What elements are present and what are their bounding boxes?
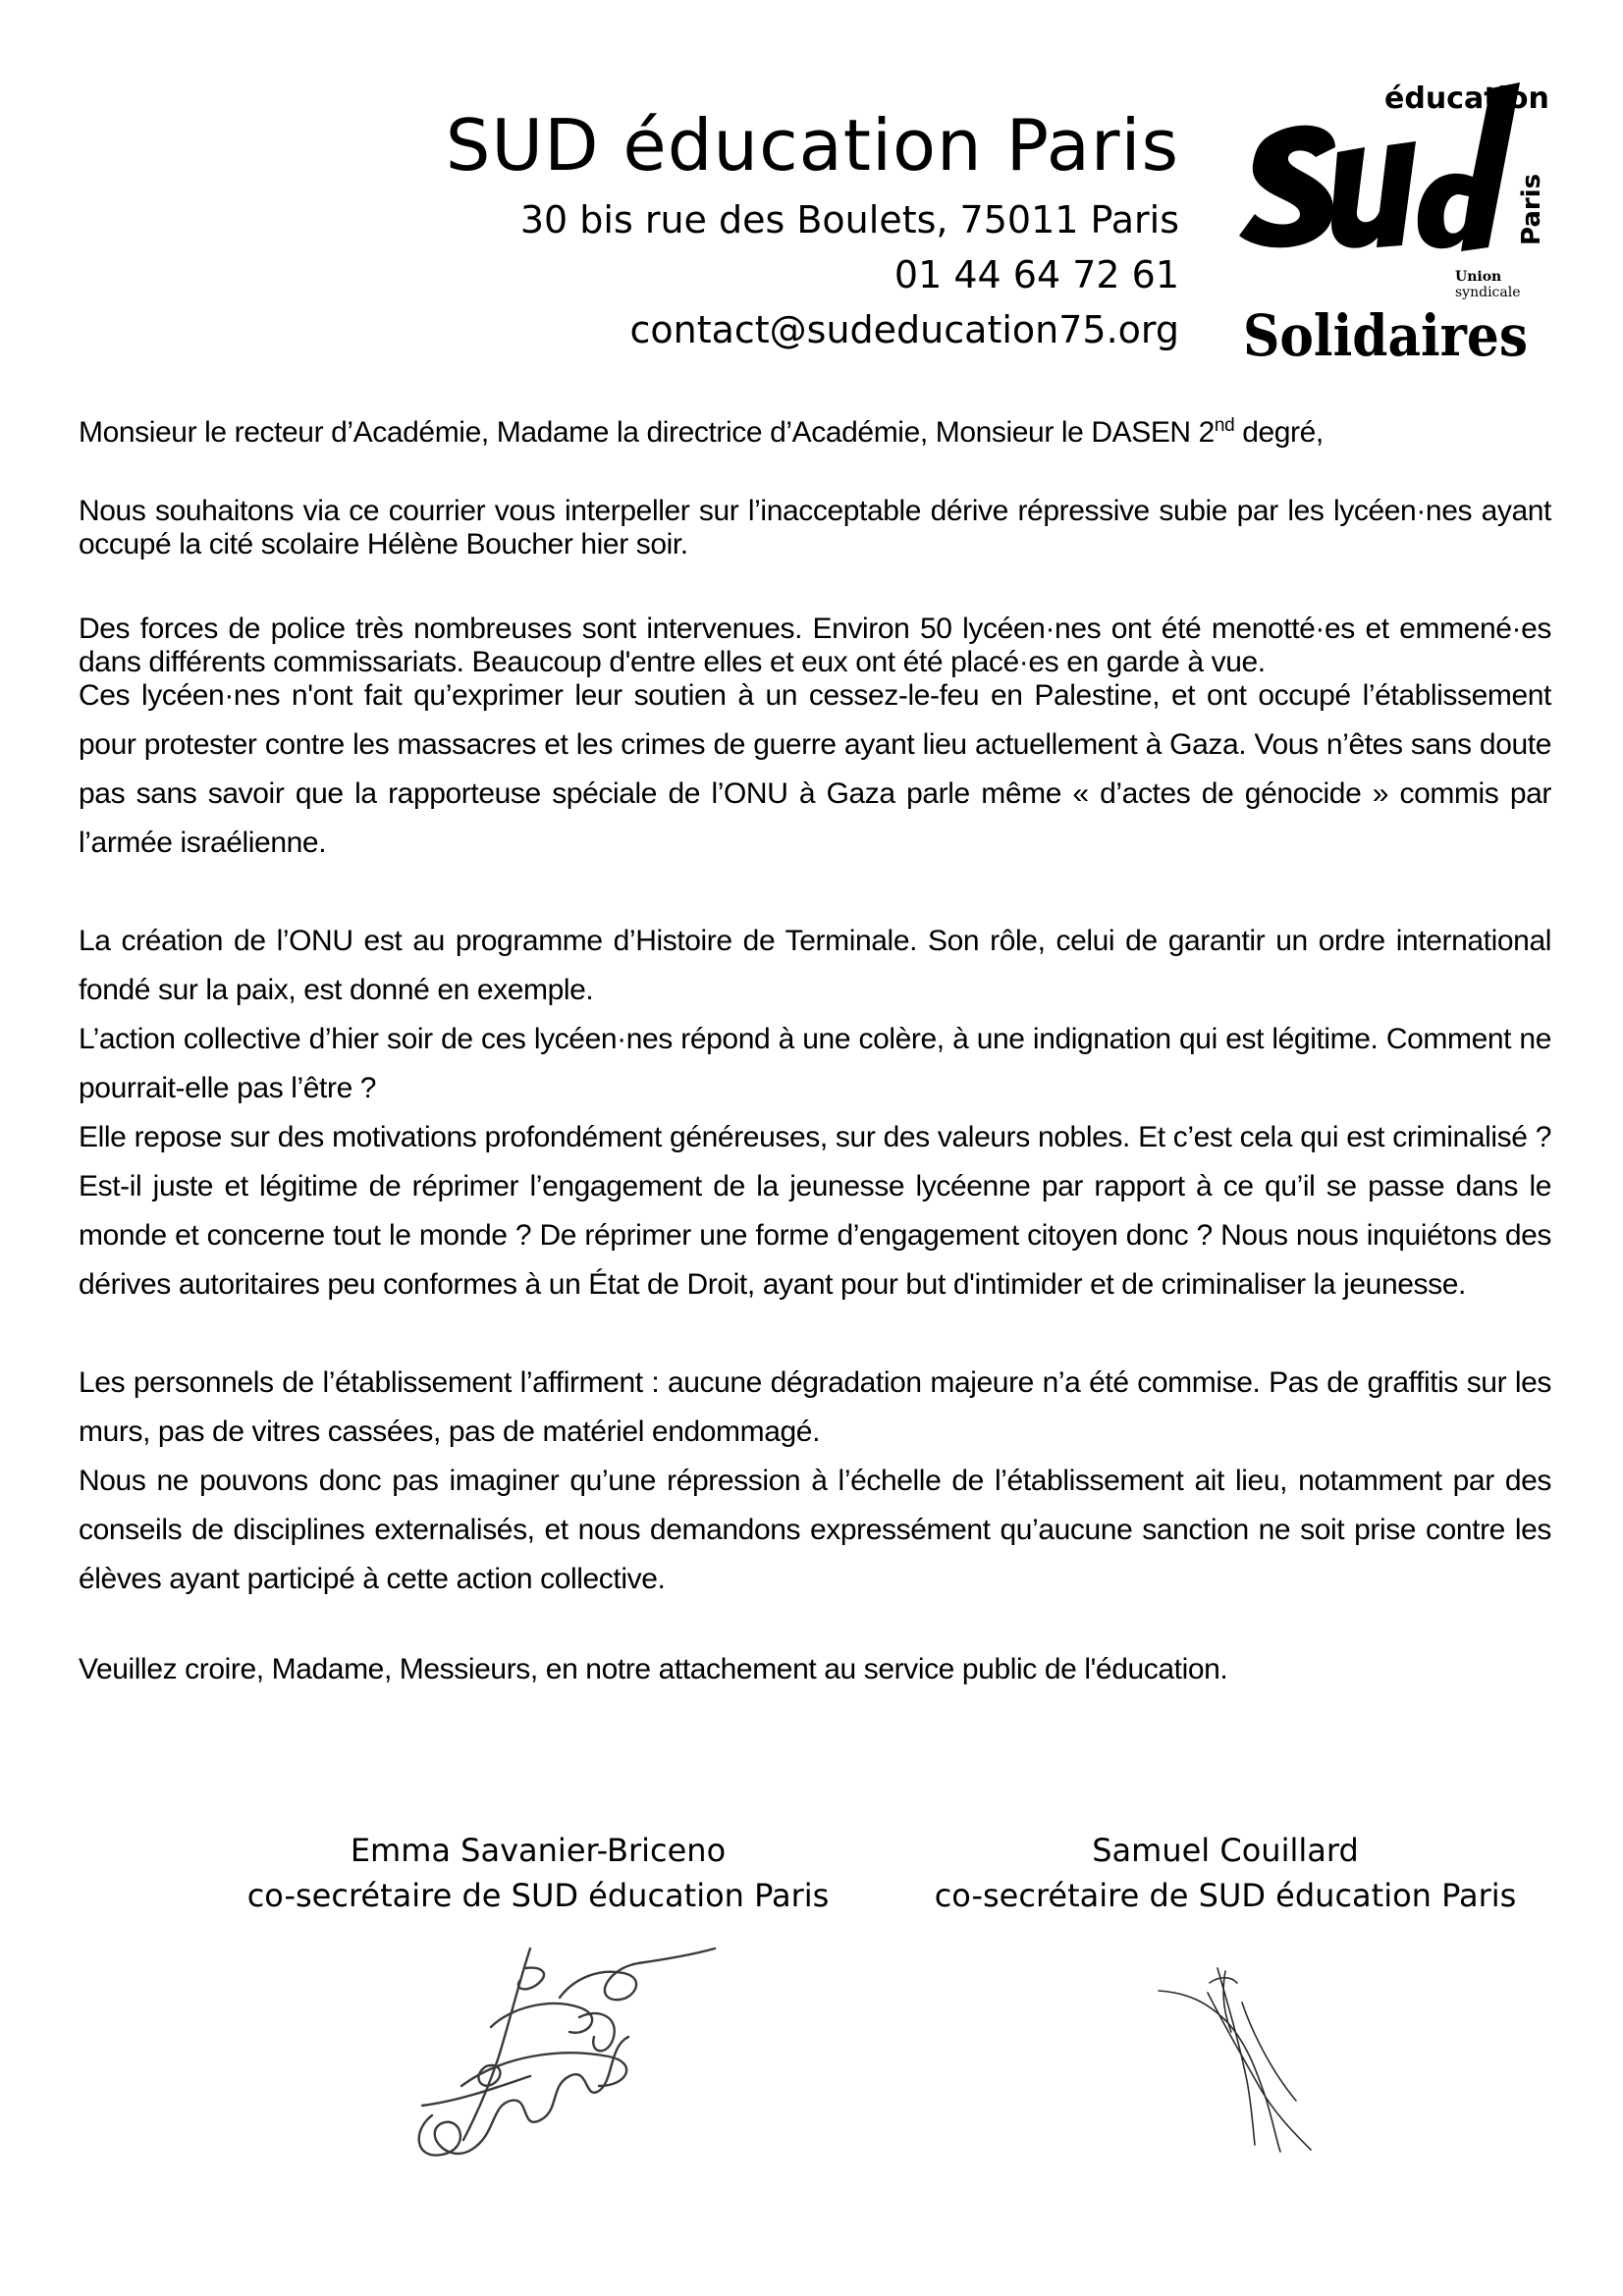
- sud-logo-mark: [1239, 81, 1549, 369]
- paragraph-7: Les personnels de l’établissement l’affirment : aucune dégradation majeure n’a été commise. Pas de graffitis sur les murs, pas de vitres cassées, pas de matériel endommagé.: [79, 1366, 1551, 1448]
- signature-1: [403, 1939, 727, 2174]
- signatory-2: [882, 1828, 1569, 1918]
- logo-education-word: éducation: [1384, 81, 1549, 116]
- org-phone: 01 44 64 72 61: [893, 253, 1179, 296]
- salutation: [79, 416, 1551, 450]
- paragraph-8: Nous ne pouvons donc pas imaginer qu’une répression à l’échelle de l’établissement ait lieu, notamment par des conseils de disciplines externalisés, et nous demandons expressément qu’aucune sanction ne soit prise contre les élèves ayant participé à cette action collective.: [79, 1465, 1551, 1595]
- signatory-1-name: Emma Savanier-Briceno: [350, 1832, 727, 1869]
- logo-paris-word: Paris: [1517, 173, 1546, 245]
- paragraph-3: Ces lycéen·nes n'ont fait qu’exprimer leur soutien à un cessez-le-feu en Palestine, et ont occupé l’établissement pour protester contre les massacres et les crimes de guerre ayant lieu actuellement à Gaza. Vous n’êtes sans doute pas sans savoir que la rapporteuse spéciale de l’ONU à Gaza parle même « d’actes de génocide » commis par l’armée israélienne.: [79, 679, 1551, 859]
- org-name: SUD éducation Paris: [445, 104, 1179, 187]
- salutation-superscript: nd: [1214, 415, 1235, 436]
- logo-union-word: Union: [1455, 269, 1502, 285]
- signatory-1-role: co-secrétaire de SUD éducation Paris: [246, 1877, 830, 1914]
- paragraph-1: Nous souhaitons via ce courrier vous interpeller sur l’inacceptable dérive répressive subie par les lycéen·nes ayant occupé la cité scolaire Hélène Boucher hier soir.: [79, 495, 1551, 561]
- logo-syndicale-word: syndicale: [1455, 285, 1521, 300]
- signature-2: [1149, 1963, 1365, 2160]
- letterhead: [446, 98, 1179, 357]
- closing: Veuillez croire, Madame, Messieurs, en notre attachement au service public de l'éducation.: [79, 1653, 1228, 1685]
- logo-solidaires-word: Solidaires: [1243, 302, 1528, 369]
- letter-body: [79, 416, 1551, 1686]
- signatory-1: [194, 1828, 882, 1918]
- org-address: 30 bis rue des Boulets, 75011 Paris: [519, 198, 1179, 241]
- signatory-2-role: co-secrétaire de SUD éducation Paris: [934, 1877, 1517, 1914]
- sud-solidaires-logo: [1227, 79, 1551, 373]
- signatory-2-name: Samuel Couillard: [1092, 1832, 1359, 1869]
- paragraph-6: Elle repose sur des motivations profondément généreuses, sur des valeurs nobles. Et c’est cela qui est criminalisé ? Est-il juste et légitime de réprimer l’engagement de la jeunesse lycéenne par rapport à ce qu’il se passe dans le monde et concerne tout le monde ? De réprimer une forme d’engagement citoyen donc ? Nous nous inquiétons des dérives autoritaires peu conformes à un État de Droit, ayant pour but d'intimider et de criminaliser la jeunesse.: [79, 1121, 1551, 1301]
- org-email: contact@sudeducation75.org: [629, 308, 1179, 351]
- paragraph-5: L’action collective d’hier soir de ces lycéen·nes répond à une colère, à une indignation qui est légitime. Comment ne pourrait-elle pas l’être ?: [79, 1023, 1551, 1104]
- paragraph-2: Des forces de police très nombreuses sont intervenues. Environ 50 lycéen·nes ont été menotté·es et emmené·es dans différents commissariats. Beaucoup d'entre elles et eux ont été placé·es en garde à vue.: [79, 613, 1551, 678]
- salutation-end: degré,: [1234, 416, 1324, 449]
- salutation-text: Monsieur le recteur d’Académie, Madame la directrice d’Académie, Monsieur le DASEN 2: [79, 416, 1215, 449]
- paragraph-4: La création de l’ONU est au programme d’Histoire de Terminale. Son rôle, celui de garantir un ordre international fondé sur la paix, est donné en exemple.: [79, 925, 1551, 1006]
